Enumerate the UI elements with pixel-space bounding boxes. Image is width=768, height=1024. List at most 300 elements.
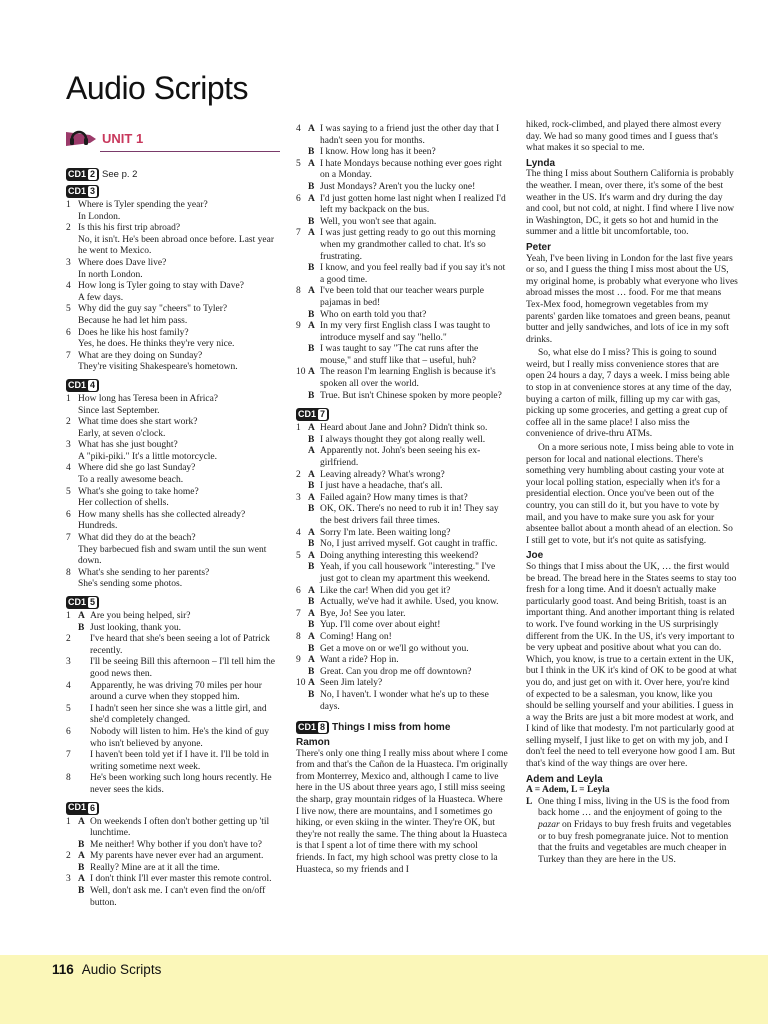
item-number <box>296 690 308 713</box>
dialogue-line <box>66 657 280 680</box>
speaker-letter: B <box>78 622 85 633</box>
item-number: 1 <box>296 423 301 434</box>
question-text: What are they doing on Sunday? <box>78 350 203 361</box>
item-number: 5 <box>66 486 71 497</box>
dialogue-line <box>66 750 280 773</box>
answer-text: They barbecued fish and swam until the sun went down. <box>78 544 267 567</box>
item-number <box>66 863 78 875</box>
dialogue-line <box>66 704 280 727</box>
item-number: 7 <box>66 533 71 544</box>
speaker-letter: B <box>308 504 315 515</box>
qa-item <box>66 417 280 440</box>
line-text: Sorry I'm late. Been waiting long? <box>320 527 451 538</box>
answer-text: Hundreds. <box>78 521 118 532</box>
speaker-name: Peter <box>526 241 552 253</box>
dialogue-line <box>296 124 508 147</box>
dialogue-line <box>296 539 508 551</box>
item-number <box>296 481 308 493</box>
item-number: 5 <box>296 550 301 561</box>
qa-item <box>66 281 280 304</box>
line-text: Me neither! Why bother if you don't have to? <box>90 839 262 850</box>
track-heading <box>66 596 280 609</box>
speaker-letter <box>78 657 90 680</box>
speaker-letter: A <box>308 193 315 204</box>
dialogue-line <box>296 228 508 263</box>
speaker-letter: A <box>78 816 85 827</box>
dialogue-line <box>66 623 280 635</box>
line-text: Well, don't ask me. I can't even find the on/off button. <box>90 886 266 908</box>
item-number <box>296 562 308 585</box>
line-text: I was taught to say "The cat runs after the mouse," and stuff like that – useful, huh? <box>320 344 479 366</box>
item-number: 4 <box>296 527 301 538</box>
speaker-letter: A <box>78 874 85 885</box>
cd-badge: CD1 3 <box>66 185 99 198</box>
speaker-letter: A <box>78 611 85 621</box>
line-text: Really? Mine are at it all the time. <box>90 862 220 873</box>
dialogue-line <box>296 481 508 493</box>
qa-body <box>78 510 280 533</box>
item-number: 10 <box>296 367 306 378</box>
item-number: 8 <box>66 773 71 784</box>
cd-badge: CD1 7 <box>296 408 329 421</box>
item-number <box>296 310 308 322</box>
line-text: I know, and you feel really bad if you say it's not a good time. <box>320 263 506 285</box>
dialogue-line <box>296 147 508 159</box>
speaker-letter <box>78 727 90 750</box>
speaker-letter: A <box>308 286 315 297</box>
item-number <box>296 182 308 194</box>
unit-header <box>66 124 280 154</box>
line-text: I know. How long has it been? <box>320 147 436 158</box>
speaker-letter: B <box>308 263 315 274</box>
unit-divider <box>100 151 280 153</box>
line-text: No, I just arrived myself. Got caught in traffic. <box>320 539 498 550</box>
speaker-letter: B <box>308 481 315 492</box>
cd-badge: CD1 8 <box>296 721 329 734</box>
line-text: Just looking, thank you. <box>90 622 182 633</box>
dialogue-line <box>296 391 508 403</box>
dialogue-line <box>296 597 508 609</box>
item-number <box>296 446 308 469</box>
qa-item <box>66 533 280 568</box>
item-number: 6 <box>296 193 301 204</box>
line-text: Bye, Jo! See you later. <box>320 608 406 619</box>
speaker-letter <box>78 634 90 657</box>
dialogue-line <box>296 182 508 194</box>
speaker-letter: L <box>526 796 533 807</box>
item-number: 5 <box>66 703 71 714</box>
track-heading <box>66 802 280 815</box>
line-text: I'll be seeing Bill this afternoon – I'll tell him the good news then. <box>90 657 275 679</box>
answer-text: She's sending some photos. <box>78 579 183 590</box>
answer-text: Early, at seven o'clock. <box>78 428 166 439</box>
item-number <box>296 147 308 159</box>
speaker-letter: B <box>308 562 315 573</box>
dialogue-line <box>296 159 508 182</box>
monologue-text: There's only one thing I really miss about where I come from and that's the Cañon de la Huasteca. I'm originally from Monterrey, Mexico and, although I came to live here in the US about three years ago, I still miss seeing the sharp, gray mountain ridges of la Huasteca. Where I live now, there are mountains, and I sometimes go hiking, or even skiing in the winter. They're OK, but they're not really the same. The thing about la Huasteca is that I spent a lot of time there with my school friends. In fact, my high school was pretty close to la Huasteca, so my friends and I <box>296 748 508 875</box>
speaker-letter: B <box>308 344 315 355</box>
qa-body <box>78 440 280 463</box>
speaker-letter: B <box>308 216 315 227</box>
item-number: 2 <box>66 223 71 234</box>
item-number: 2 <box>66 417 71 428</box>
answer-text: In north London. <box>78 269 143 280</box>
item-number: 1 <box>66 200 71 210</box>
item-number: 8 <box>296 286 301 297</box>
qa-body <box>78 328 280 351</box>
line-text: I hadn't seen her since she was a little girl, and she'd completely changed. <box>90 703 267 726</box>
line-text: Seen Jim lately? <box>320 678 383 689</box>
dialogue-line <box>66 863 280 875</box>
dialogue-line <box>296 367 508 390</box>
cd-badge: CD1 6 <box>66 802 99 815</box>
line-text: I'd just gotten home last night when I realized I'd left my backpack on the bus. <box>320 193 506 216</box>
line-text: I've heard that she's been seeing a lot of Patrick recently. <box>90 634 270 656</box>
line-text: He's been working such long hours recently. He never sees the kids. <box>90 773 272 795</box>
line-text: I hate Mondays because nothing ever goes right on a Monday. <box>320 158 502 181</box>
speaker-letter <box>78 704 90 727</box>
speaker-name: Adem and Leyla <box>526 773 603 785</box>
speaker-letter <box>78 681 90 704</box>
line-text: Coming! Hang on! <box>320 631 392 642</box>
item-number: 8 <box>66 567 71 578</box>
dialogue-list <box>66 817 280 910</box>
line-text: I just have a headache, that's all. <box>320 481 443 492</box>
item-number: 3 <box>296 492 301 503</box>
speaker-letter: A <box>308 492 315 503</box>
speaker-letter: B <box>78 839 85 850</box>
qa-body <box>78 304 280 327</box>
item-number <box>296 344 308 367</box>
dialogue-line <box>296 586 508 598</box>
dialogue-line <box>296 667 508 679</box>
question-text: How many shells has she collected already? <box>78 509 246 520</box>
item-number: 7 <box>296 608 301 619</box>
item-number: 3 <box>66 874 71 885</box>
qa-body <box>78 487 280 510</box>
line-text: Heard about Jane and John? Didn't think so. <box>320 423 488 434</box>
speaker-letter: A <box>308 158 315 169</box>
qa-item <box>66 200 280 223</box>
answer-text: Since last September. <box>78 405 160 416</box>
speaker-letter: B <box>308 181 315 192</box>
speaker-letter <box>78 773 90 796</box>
item-number: 9 <box>296 655 301 666</box>
qa-item <box>66 304 280 327</box>
section-title: Things I miss from home <box>332 721 451 733</box>
monologue-text: hiked, rock-climbed, and played there almost every day. We had so many good times and I guess that's what makes it so special to me. <box>526 120 722 154</box>
qa-list <box>66 394 280 591</box>
track-note: See p. 2 <box>102 168 138 180</box>
monologue-text: So, what else do I miss? This is going to sound weird, but I really miss convenience stores that are open 24 hours a day, 7 days a week. I miss being able to stop in at convenience stores at any time of the day, buying a carton of milk, filling up my car with gas, picking up some groceries, and getting a great cup of coffee all in the same place! I also miss the convenience of drive-thru ATMs. <box>526 348 732 440</box>
item-number: 10 <box>296 678 306 689</box>
line-text: Are you being helped, sir? <box>90 611 191 621</box>
speaker-letter: A <box>308 678 315 689</box>
dialogue-line <box>66 681 280 704</box>
qa-body <box>78 533 280 568</box>
item-number <box>296 217 308 229</box>
answer-text: They're visiting Shakespeare's hometown. <box>78 362 238 373</box>
item-number: 8 <box>296 631 301 642</box>
speaker-name: Ramon <box>296 737 330 749</box>
item-number: 6 <box>66 509 71 520</box>
speaker-key: A = Adem, L = Leyla <box>526 785 610 796</box>
dialogue-line <box>66 727 280 750</box>
dialogue-line <box>296 344 508 367</box>
dialogue-line <box>296 690 508 713</box>
dialogue-line <box>296 609 508 621</box>
qa-body <box>78 258 280 281</box>
speaker-letter: A <box>308 655 315 666</box>
qa-list <box>66 200 280 374</box>
speaker-letter: B <box>308 434 315 445</box>
speaker-letter: B <box>78 886 85 897</box>
item-number <box>296 504 308 527</box>
question-text: What has she just bought? <box>78 440 178 451</box>
line-text: I haven't been told yet if I have it. I'll be told in writing sometime next week. <box>90 750 269 772</box>
line-text: I've been told that our teacher wears purple pajamas in bed! <box>320 286 484 308</box>
answer-text: A "piki-piki." It's a little motorcycle. <box>78 451 218 462</box>
speaker-letter <box>78 750 90 773</box>
speaker-name: Joe <box>526 550 544 562</box>
item-number: 3 <box>66 657 71 668</box>
dialogue-line <box>526 797 738 867</box>
answer-text: Her collection of shells. <box>78 498 169 509</box>
qa-body <box>78 568 280 591</box>
speaker-letter: A <box>308 124 315 134</box>
item-number: 6 <box>66 726 71 737</box>
speaker-letter: B <box>308 390 315 401</box>
monologue-text: So things that I miss about the UK, … the first would be bread. The bread here in the States seems to stay too fresh for a long time. And it doesn't actually make particularly good toast. And being British, toast is an important thing. And another important thing is related to work. I've found working in the US surprisingly different from the UK. In the US, it's very important to be very upbeat and positive about what you can do. Which, you know, is true to a certain extent in the UK, but I think in the UK it's kind of OK to be good at what you do, and just get on with it. Over here, you're kind of expected to be a salesman, you know, like you should be selling yourself and your abilities. I guess in a way the Brits are just a bit more modest at work, and I kind of like that modesty. I'm not particularly good at selling myself, I just like to get on with my job, and I don't feel the need to tell everyone how good I am. But that's kind of the way things are over here. <box>526 561 737 770</box>
item-number <box>296 667 308 679</box>
dialogue-line <box>296 321 508 344</box>
speaker-letter: A <box>308 550 315 561</box>
speaker-letter: A <box>308 527 315 538</box>
dialogue-line <box>296 528 508 540</box>
speaker-letter: B <box>308 620 315 631</box>
footer-label: Audio Scripts <box>81 962 162 977</box>
dialogue-line <box>296 493 508 505</box>
dialogue-line <box>296 655 508 667</box>
item-number: 1 <box>66 816 71 827</box>
dialogue-list <box>296 423 508 713</box>
item-number: 5 <box>66 304 71 315</box>
speaker-letter: B <box>308 147 315 158</box>
item-number: 9 <box>296 321 301 332</box>
speaker-letter: A <box>308 469 315 480</box>
speaker-letter: A <box>308 367 315 378</box>
qa-item <box>66 510 280 533</box>
question-text: Why did the guy say "cheers" to Tyler? <box>78 304 228 315</box>
line-text: Great. Can you drop me off downtown? <box>320 666 472 677</box>
monologue-text: Yeah, I've been living in London for the last five years or so, and I guess the thing I miss most about the US, my original home, is probably what everyone who lives abroad misses the most … food. For me that means Tex-Mex food, homegrown vegetables from my parents' garden like tomatoes and green beans, peanut butter and jelly sandwiches, and lots of ice in my soft drinks. <box>526 253 738 345</box>
item-number <box>296 620 308 632</box>
line-text: Nobody will listen to him. He's the kind of guy who isn't believed by anyone. <box>90 726 270 749</box>
line-text: Who on earth told you that? <box>320 309 427 320</box>
answer-text: To a really awesome beach. <box>78 475 184 486</box>
dialogue-line <box>296 562 508 585</box>
question-text: How long is Tyler going to stay with Dave? <box>78 281 244 292</box>
item-number: 1 <box>66 393 71 404</box>
question-text: Does he like his host family? <box>78 327 189 338</box>
item-number: 6 <box>66 327 71 338</box>
item-number <box>296 539 308 551</box>
item-number <box>296 597 308 609</box>
item-number <box>296 435 308 447</box>
speaker-letter: A <box>308 585 315 596</box>
cd-badge: CD1 4 <box>66 379 99 392</box>
dialogue-line <box>296 470 508 482</box>
speaker-letter: B <box>308 643 315 654</box>
cd-badge: CD1 5 <box>66 596 99 609</box>
line-text: No, I haven't. I wonder what he's up to these days. <box>320 689 489 712</box>
item-number <box>66 886 78 909</box>
line-text: Failed again? How many times is that? <box>320 492 468 503</box>
dialogue-line <box>296 504 508 527</box>
answer-text: A few days. <box>78 292 124 303</box>
headphones-icon <box>66 126 100 152</box>
item-number <box>296 391 308 403</box>
speaker-letter: A <box>308 423 315 434</box>
answer-text: Because he had let him pass. <box>78 315 188 326</box>
line-text: Actually, we've had it awhile. Used, you know. <box>320 597 499 608</box>
question-text: What's she sending to her parents? <box>78 567 210 578</box>
dialogue-line <box>66 773 280 796</box>
qa-item <box>66 487 280 510</box>
item-number: 5 <box>296 158 301 169</box>
item-number: 2 <box>66 634 71 645</box>
question-text: Is this his first trip abroad? <box>78 223 181 234</box>
speaker-letter: A <box>308 321 315 332</box>
line-text: Leaving already? What's wrong? <box>320 469 445 480</box>
track-heading <box>66 168 280 181</box>
line-text: Just Mondays? Aren't you the lucky one! <box>320 181 476 192</box>
question-text: Where is Tyler spending the year? <box>78 200 208 210</box>
qa-item <box>66 463 280 486</box>
speaker-letter: B <box>308 689 315 700</box>
qa-body <box>78 223 280 258</box>
qa-item <box>66 258 280 281</box>
line-text: In my very first English class I was taught to introduce myself and say "hello." <box>320 321 491 343</box>
monologue-text: On a more serious note, I miss being able to vote in person for local and national elections. There's something very humbling about casting your vote at your local polling station, especially when it's for a presidential election. Once you've been out of the country, you can still do it, but you have to vote by mail, and you have to make sure you ask for your absentee ballot about a month ahead of an election. So I still get to vote, but it's not quite as satisfying. <box>526 443 734 546</box>
item-number <box>296 263 308 286</box>
qa-body <box>78 351 280 374</box>
dialogue-line <box>296 678 508 690</box>
line-text: OK, OK. There's no need to rub it in! They say the best drivers fail three times. <box>320 504 499 526</box>
speaker-name: Lynda <box>526 157 556 169</box>
qa-item <box>66 351 280 374</box>
line-text: Yeah, if you call housework "interesting." I've just got to clean my apartment this weekend. <box>320 562 496 584</box>
item-number: 6 <box>296 585 301 596</box>
qa-body <box>78 394 280 417</box>
track-heading <box>66 185 280 198</box>
speaker-letter: B <box>308 666 315 677</box>
line-text: The reason I'm learning English is because it's spoken all over the world. <box>320 367 496 390</box>
item-number: 7 <box>296 228 301 239</box>
dialogue-line <box>296 286 508 309</box>
qa-item <box>66 328 280 351</box>
question-text: What did they do at the beach? <box>78 533 196 544</box>
line-text: True. But isn't Chinese spoken by more people? <box>320 390 502 401</box>
qa-body <box>78 281 280 304</box>
item-number: 4 <box>296 124 301 134</box>
item-number: 2 <box>296 469 301 480</box>
dialogue-line <box>296 194 508 217</box>
item-number: 7 <box>66 350 71 361</box>
dialogue-line <box>296 423 508 435</box>
item-number: 4 <box>66 281 71 292</box>
speaker-letter: B <box>308 539 315 550</box>
item-number <box>66 623 78 635</box>
line-text: One thing I miss, living in the US is the food from back home … and the enjoyment of going to the pazar on Fridays to buy fresh fruits and vegetables or to buy fresh pomegranate juice. Not to mention that the fruits and vegetables are much cheaper in Turkey than they are here in the US. <box>538 796 732 865</box>
dialogue-line <box>66 851 280 863</box>
unit-title: UNIT 1 <box>102 131 144 147</box>
dialogue-line <box>66 874 280 886</box>
monologue-text: The thing I miss about Southern California is probably the weather. I mean, over there, it's some of the best weather in the US. It's warm and dry during the day and cool, but not cold, at night. I find where I live now in Washington, DC, it gets so hot and humid in the summer and a little bit uncomfortable, too. <box>526 169 735 238</box>
item-number: 7 <box>66 750 71 761</box>
item-number: 3 <box>66 440 71 451</box>
item-number: 2 <box>66 851 71 862</box>
answer-text: In London. <box>78 211 121 222</box>
line-text: I always thought they got along really well. <box>320 434 486 445</box>
qa-item <box>66 568 280 591</box>
line-text: Doing anything interesting this weekend? <box>320 550 479 561</box>
line-text: Like the car! When did you get it? <box>320 585 451 596</box>
line-text: Want a ride? Hop in. <box>320 655 399 666</box>
page-footer <box>52 962 161 977</box>
speaker-letter: A <box>308 631 315 642</box>
line-text: My parents have never ever had an argument. <box>90 851 264 862</box>
item-number <box>66 840 78 852</box>
line-text: I was just getting ready to go out this morning when my grandmother called to chat. It's so frustrating. <box>320 228 496 262</box>
dialogue-line <box>66 840 280 852</box>
speaker-letter: A <box>308 446 315 457</box>
line-text: Apparently, he was driving 70 miles per hour around a curve when they stopped him. <box>90 680 262 703</box>
dialogue-line <box>296 435 508 447</box>
qa-item <box>66 440 280 463</box>
question-text: Where does Dave live? <box>78 257 167 268</box>
line-text: I don't think I'll ever master this remote control. <box>90 874 272 885</box>
question-text: What time does she start work? <box>78 417 198 428</box>
qa-item <box>66 223 280 258</box>
question-text: How long has Teresa been in Africa? <box>78 393 219 404</box>
speaker-letter: B <box>308 597 315 608</box>
dialogue-line <box>66 817 280 840</box>
speaker-letter: A <box>78 851 85 862</box>
track-heading <box>296 408 508 421</box>
line-text: Yup. I'll come over about eight! <box>320 620 441 631</box>
dialogue-line <box>66 634 280 657</box>
speaker-letter: B <box>308 309 315 320</box>
qa-item <box>66 394 280 417</box>
dialogue-list <box>66 611 280 797</box>
line-text: Apparently not. John's been seeing his ex-girlfriend. <box>320 446 481 469</box>
line-text: Well, you won't see that again. <box>320 216 437 227</box>
dialogue-line <box>296 446 508 469</box>
dialogue-line <box>296 263 508 286</box>
column-middle <box>296 124 508 876</box>
answer-text: Yes, he does. He thinks they're very nice. <box>78 339 235 350</box>
dialogue-line <box>66 611 280 623</box>
item-number <box>296 644 308 656</box>
dialogue-line <box>296 644 508 656</box>
dialogue-line <box>296 217 508 229</box>
qa-body <box>78 417 280 440</box>
question-text: Where did she go last Sunday? <box>78 463 196 474</box>
line-text: Get a move on or we'll go without you. <box>320 643 469 654</box>
item-number: 3 <box>66 257 71 268</box>
dialogue-line <box>296 310 508 322</box>
